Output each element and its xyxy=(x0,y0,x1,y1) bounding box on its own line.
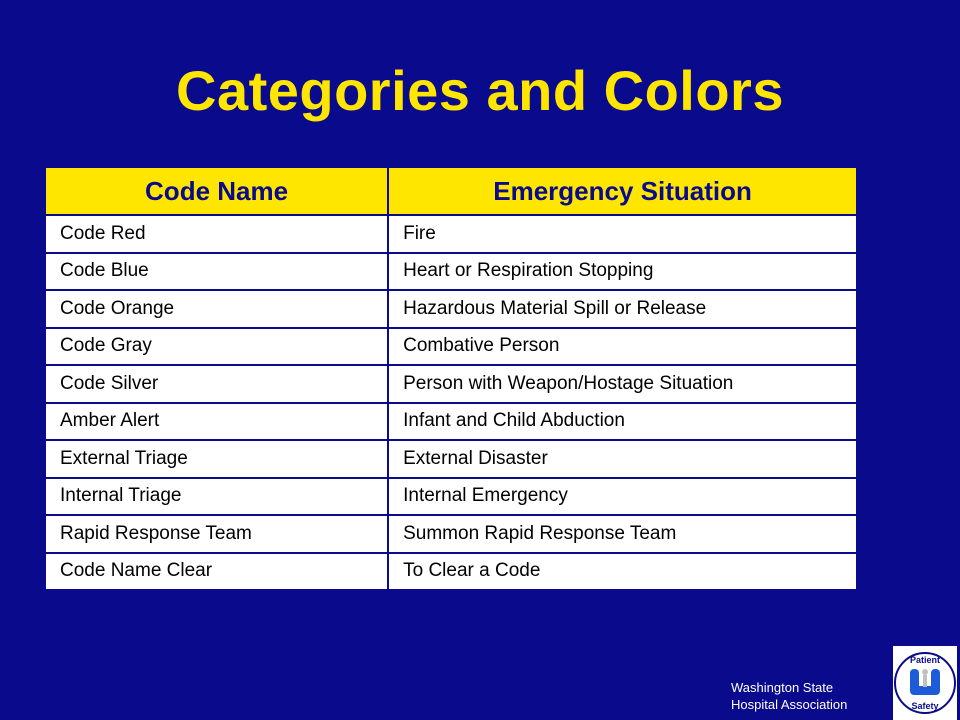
situation-cell: Summon Rapid Response Team xyxy=(388,515,857,553)
code-name-cell: Rapid Response Team xyxy=(45,515,388,553)
patient-safety-logo-icon xyxy=(893,646,957,720)
table-row xyxy=(45,215,857,253)
logo-text-bottom: Safety xyxy=(911,701,939,711)
organization-name xyxy=(731,679,847,713)
code-name-cell: Code Blue xyxy=(45,253,388,291)
situation-cell: To Clear a Code xyxy=(388,553,857,591)
table-row xyxy=(45,478,857,516)
situation-cell: Hazardous Material Spill or Release xyxy=(388,290,857,328)
table-row xyxy=(45,365,857,403)
situation-cell: Heart or Respiration Stopping xyxy=(388,253,857,291)
table-row xyxy=(45,328,857,366)
situation-cell: External Disaster xyxy=(388,440,857,478)
organization-line-2: Hospital Association xyxy=(731,697,848,712)
code-name-cell: Code Gray xyxy=(45,328,388,366)
organization-line-1: Washington State xyxy=(731,680,834,695)
code-name-cell: Code Red xyxy=(45,215,388,253)
logo-text-top: Patient xyxy=(909,655,941,665)
emergency-codes-table xyxy=(44,166,858,591)
header-emergency-situation: Emergency Situation xyxy=(388,167,857,215)
code-name-cell: Code Orange xyxy=(45,290,388,328)
table-header-row xyxy=(45,167,857,215)
table-row xyxy=(45,440,857,478)
code-name-cell: Code Silver xyxy=(45,365,388,403)
code-name-cell: Amber Alert xyxy=(45,403,388,441)
table-row xyxy=(45,290,857,328)
situation-cell: Internal Emergency xyxy=(388,478,857,516)
situation-cell: Combative Person xyxy=(388,328,857,366)
table-row xyxy=(45,253,857,291)
table-row xyxy=(45,403,857,441)
situation-cell: Person with Weapon/Hostage Situation xyxy=(388,365,857,403)
code-name-cell: External Triage xyxy=(45,440,388,478)
table-row xyxy=(45,515,857,553)
header-code-name: Code Name xyxy=(45,167,388,215)
table-row xyxy=(45,553,857,591)
situation-cell: Fire xyxy=(388,215,857,253)
slide-title: Categories and Colors xyxy=(176,59,784,122)
code-name-cell: Code Name Clear xyxy=(45,553,388,591)
situation-cell: Infant and Child Abduction xyxy=(388,403,857,441)
code-name-cell: Internal Triage xyxy=(45,478,388,516)
